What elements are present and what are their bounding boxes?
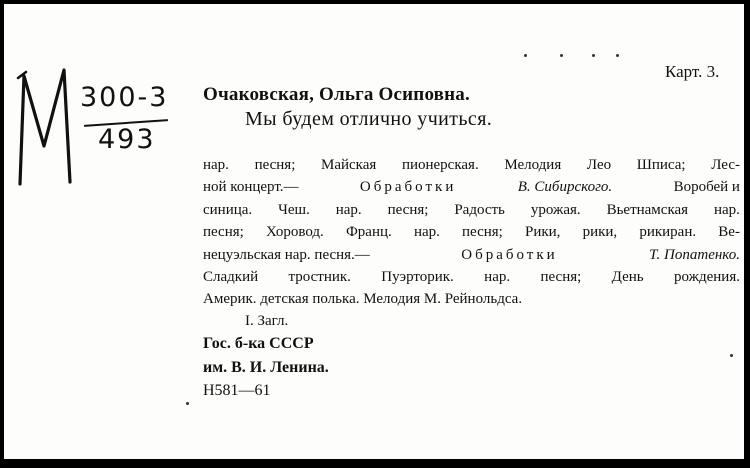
spaced-emphasis: Обработки	[359, 179, 457, 196]
annotation-word: песня;	[203, 224, 244, 241]
annotation-word: рождения.	[674, 268, 740, 285]
annotation-word: Сладкий	[203, 268, 259, 285]
annotation-word: Мелодия	[504, 157, 562, 173]
annotation-word: Америк. детская полька. Мелодия М. Рейнольдса.	[203, 291, 523, 308]
annotation-word: Франц.	[345, 224, 392, 241]
annotation-word: нецуэльская нар. песня.—	[203, 246, 370, 263]
annotation-line	[203, 176, 740, 198]
annotation-word: песня;	[540, 268, 582, 285]
library-name: Гос. б-ка СССР	[203, 335, 314, 352]
annotation-word: Вьетнамская	[606, 201, 689, 218]
arranger-name: В. Сибирского.	[517, 179, 613, 196]
annotation-word: песня;	[254, 157, 296, 173]
annotation-line	[203, 199, 740, 221]
catalog-number: Н581—61	[203, 382, 271, 399]
annotation-word: Ве-	[718, 224, 740, 241]
annotation-word: нар.	[714, 201, 740, 218]
annotation-line	[203, 221, 740, 243]
annotation-word: ной концерт.—	[203, 179, 299, 196]
annotation-word: нар.	[413, 224, 440, 241]
annotation-line	[203, 154, 740, 176]
annotation-word: тростник.	[288, 268, 351, 285]
card-number: Карт. 3.	[665, 62, 720, 81]
annotation-word: песня;	[387, 201, 429, 218]
annotation-word: Воробей и	[673, 179, 740, 196]
print-speck	[616, 54, 619, 57]
print-speck	[592, 54, 595, 57]
annotation-word: пионерская.	[401, 157, 479, 173]
annotation-text	[203, 154, 740, 311]
work-title: Мы будем отлично учиться.	[245, 108, 493, 130]
handwritten-shelfmark-bottom: 493	[98, 124, 156, 155]
print-speck	[560, 54, 563, 57]
spaced-emphasis: Обработки	[461, 246, 558, 263]
annotation-word: Лео	[586, 157, 612, 173]
annotation-word: Майская	[321, 157, 377, 173]
handwritten-shelfmark-top: 300-3	[80, 82, 169, 113]
handwritten-letter-m	[14, 60, 78, 190]
subject-entry: I. Загл.	[245, 313, 289, 329]
annotation-line	[203, 288, 740, 310]
annotation-word: нар.	[203, 157, 229, 173]
print-speck	[524, 54, 527, 57]
annotation-word: синица.	[203, 201, 253, 218]
annotation-word: Лес-	[711, 157, 740, 173]
annotation-word: рикиран.	[639, 224, 697, 241]
annotation-word: нар.	[484, 268, 511, 285]
annotation-word: Чеш.	[278, 201, 310, 218]
annotation-word: Шписа;	[636, 157, 686, 173]
catalog-card	[4, 4, 744, 459]
author-heading: Очаковская, Ольга Осиповна.	[203, 84, 470, 105]
annotation-word: Хоровод.	[265, 224, 324, 241]
print-speck	[186, 402, 189, 405]
annotation-word: Пуэрторик.	[381, 268, 454, 285]
annotation-line	[203, 266, 740, 288]
annotation-word: Радость	[454, 201, 505, 218]
annotation-word: рики,	[582, 224, 618, 241]
arranger-name: Т. Попатенко.	[649, 246, 740, 263]
print-speck	[730, 354, 733, 357]
annotation-word: нар.	[335, 201, 362, 218]
annotation-word: урожая.	[530, 201, 581, 218]
annotation-line	[203, 244, 740, 266]
library-name-continued: им. В. И. Ленина.	[203, 359, 329, 376]
annotation-word: Рики,	[525, 224, 561, 241]
annotation-word: песня;	[462, 224, 503, 241]
annotation-word: День	[611, 268, 644, 285]
